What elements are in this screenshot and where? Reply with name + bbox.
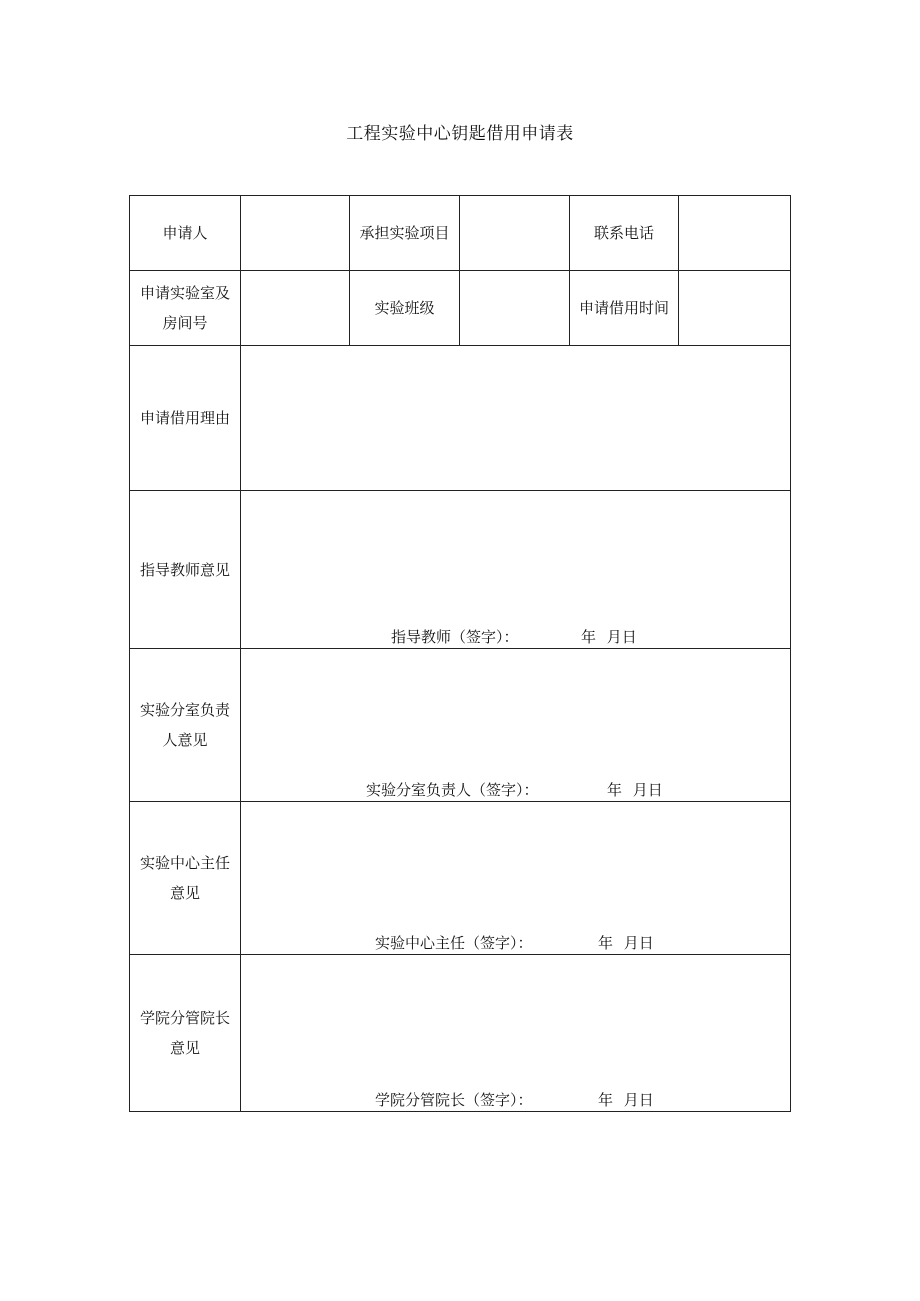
phone-label: 联系电话	[570, 196, 679, 271]
dean-opinion-field[interactable]	[241, 955, 791, 1112]
table-row	[130, 955, 791, 1112]
phone-field[interactable]	[679, 196, 791, 271]
table-row	[130, 649, 791, 802]
reason-label: 申请借用理由	[130, 346, 241, 491]
applicant-label: 申请人	[130, 196, 241, 271]
form-title: 工程实验中心钥匙借用申请表	[346, 124, 574, 144]
center-director-date-label: 年 月日	[598, 934, 654, 952]
class-field[interactable]	[460, 271, 570, 346]
application-table	[129, 195, 791, 1112]
reason-field[interactable]	[241, 346, 791, 491]
applicant-field[interactable]	[241, 196, 350, 271]
project-field[interactable]	[460, 196, 570, 271]
room-field[interactable]	[241, 271, 350, 346]
division-head-signature-label: 实验分室负责人（签字）：	[366, 781, 539, 799]
advisor-date-label: 年 月日	[581, 628, 637, 646]
table-row	[130, 346, 791, 491]
advisor-opinion-field[interactable]	[241, 491, 791, 649]
center-director-opinion-label: 实验中心主任意见	[130, 802, 241, 955]
center-director-opinion-field[interactable]	[241, 802, 791, 955]
division-head-opinion-label: 实验分室负责人意见	[130, 649, 241, 802]
time-label: 申请借用时间	[570, 271, 679, 346]
time-field[interactable]	[679, 271, 791, 346]
table-row	[130, 271, 791, 346]
division-head-opinion-field[interactable]	[241, 649, 791, 802]
room-label: 申请实验室及房间号	[130, 271, 241, 346]
dean-opinion-label: 学院分管院长意见	[130, 955, 241, 1112]
advisor-signature-label: 指导教师（签字）：	[391, 628, 519, 646]
table-row	[130, 802, 791, 955]
center-director-signature-label: 实验中心主任（签字）：	[375, 934, 533, 952]
dean-date-label: 年 月日	[598, 1091, 654, 1109]
class-label: 实验班级	[350, 271, 460, 346]
advisor-opinion-label: 指导教师意见	[130, 491, 241, 649]
table-row	[130, 491, 791, 649]
table-row	[130, 196, 791, 271]
division-head-date-label: 年 月日	[607, 781, 663, 799]
dean-signature-label: 学院分管院长（签字）：	[375, 1091, 533, 1109]
project-label: 承担实验项目	[350, 196, 460, 271]
